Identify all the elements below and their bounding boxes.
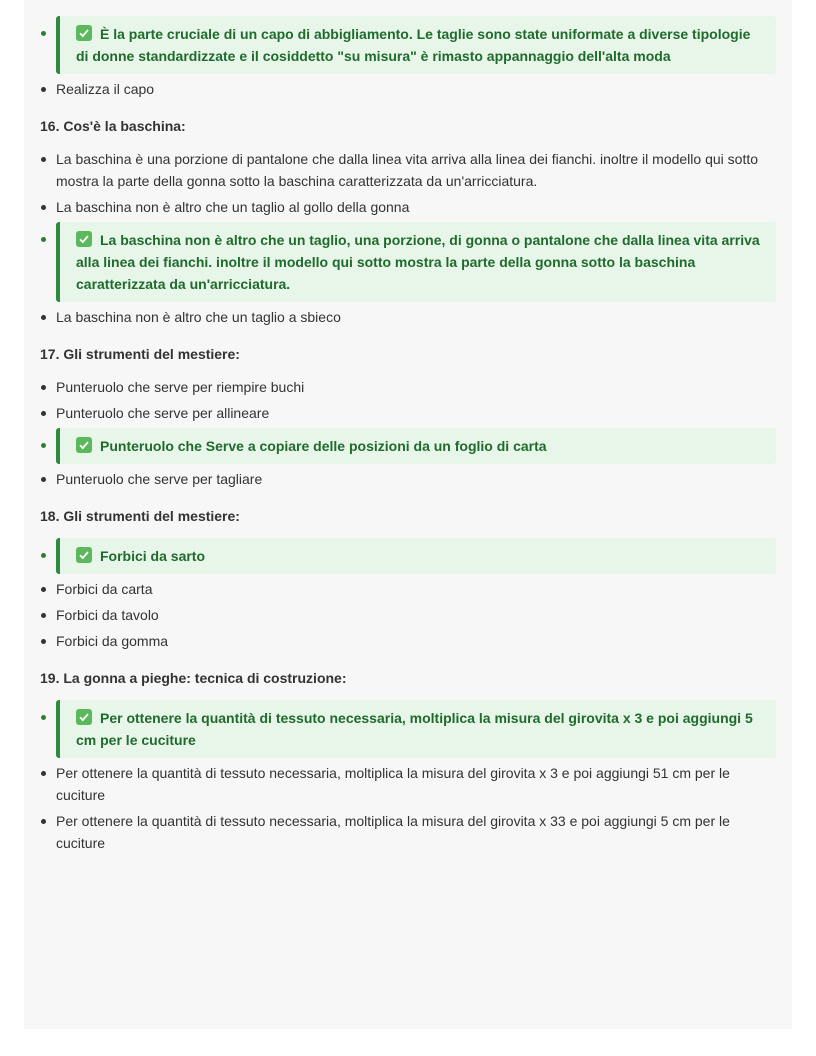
option-text: Forbici da carta bbox=[56, 581, 153, 597]
option-correct bbox=[40, 16, 776, 74]
option-text: Per ottenere la quantità di tessuto necessaria, moltiplica la misura del girovita x 3 e poi aggiungi 51 cm per le cuciture bbox=[56, 765, 730, 803]
option bbox=[40, 604, 776, 626]
option bbox=[40, 306, 776, 328]
option-correct bbox=[40, 222, 776, 302]
option-text: Punteruolo che serve per riempire buchi bbox=[56, 379, 305, 395]
option bbox=[40, 578, 776, 600]
options-list bbox=[40, 538, 776, 652]
option bbox=[40, 630, 776, 652]
question-title: 18. Gli strumenti del mestiere: bbox=[40, 508, 240, 524]
option-text: Punteruolo che serve per tagliare bbox=[56, 471, 263, 487]
option-text: La baschina non è altro che un taglio, una porzione, di gonna o pantalone che dalla linea vita arriva alla linea dei fianchi. inoltre il modello qui sotto mostra la parte della gonna sotto la baschina caratterizzata da un'arricciatura. bbox=[76, 232, 760, 292]
quiz-content bbox=[24, 0, 792, 1029]
option-text: La baschina è una porzione di pantalone che dalla linea vita arriva alla linea dei fianchi. inoltre il modello qui sotto mostra la parte della gonna sotto la baschina caratterizzata da un'arricciatura. bbox=[56, 151, 759, 189]
options-list bbox=[40, 16, 776, 100]
option-text: Per ottenere la quantità di tessuto necessaria, moltiplica la misura del girovita x 33 e poi aggiungi 5 cm per le cuciture bbox=[56, 813, 730, 851]
correct-answer-box bbox=[56, 222, 776, 302]
options-list bbox=[40, 148, 776, 328]
check-icon bbox=[76, 547, 92, 563]
option bbox=[40, 810, 776, 854]
option-text: Punteruolo che Serve a copiare delle posizioni da un foglio di carta bbox=[100, 438, 547, 454]
question-title: 16. Cos'è la baschina: bbox=[40, 118, 186, 134]
option-text: È la parte cruciale di un capo di abbigliamento. Le taglie sono state uniformate a diverse tipologie di donne standardizzate e il cosiddetto "su misura" è rimasto appannaggio dell'alta moda bbox=[76, 26, 751, 64]
options-list bbox=[40, 700, 776, 854]
option-text: La baschina non è altro che un taglio al gollo della gonna bbox=[56, 199, 410, 215]
check-icon bbox=[76, 437, 92, 453]
option-text: Forbici da sarto bbox=[100, 548, 206, 564]
option-correct bbox=[40, 700, 776, 758]
question-title: 17. Gli strumenti del mestiere: bbox=[40, 346, 240, 362]
option-text: Per ottenere la quantità di tessuto necessaria, moltiplica la misura del girovita x 3 e poi aggiungi 5 cm per le cuciture bbox=[76, 710, 753, 748]
question-title: 19. La gonna a pieghe: tecnica di costruzione: bbox=[40, 670, 347, 686]
check-icon bbox=[76, 231, 92, 247]
option bbox=[40, 148, 776, 192]
check-icon bbox=[76, 25, 92, 41]
option bbox=[40, 196, 776, 218]
option-text: Forbici da gomma bbox=[56, 633, 169, 649]
correct-answer-box bbox=[56, 428, 776, 464]
option-correct bbox=[40, 428, 776, 464]
option bbox=[40, 78, 776, 100]
option-text: La baschina non è altro che un taglio a sbieco bbox=[56, 309, 341, 325]
option bbox=[40, 762, 776, 806]
option-correct bbox=[40, 538, 776, 574]
options-list bbox=[40, 376, 776, 490]
option-text: Realizza il capo bbox=[56, 81, 155, 97]
correct-answer-box bbox=[56, 538, 776, 574]
option bbox=[40, 402, 776, 424]
correct-answer-box bbox=[56, 16, 776, 74]
option bbox=[40, 468, 776, 490]
check-icon bbox=[76, 709, 92, 725]
option-text: Punteruolo che serve per allineare bbox=[56, 405, 270, 421]
correct-answer-box bbox=[56, 700, 776, 758]
option bbox=[40, 376, 776, 398]
option-text: Forbici da tavolo bbox=[56, 607, 159, 623]
